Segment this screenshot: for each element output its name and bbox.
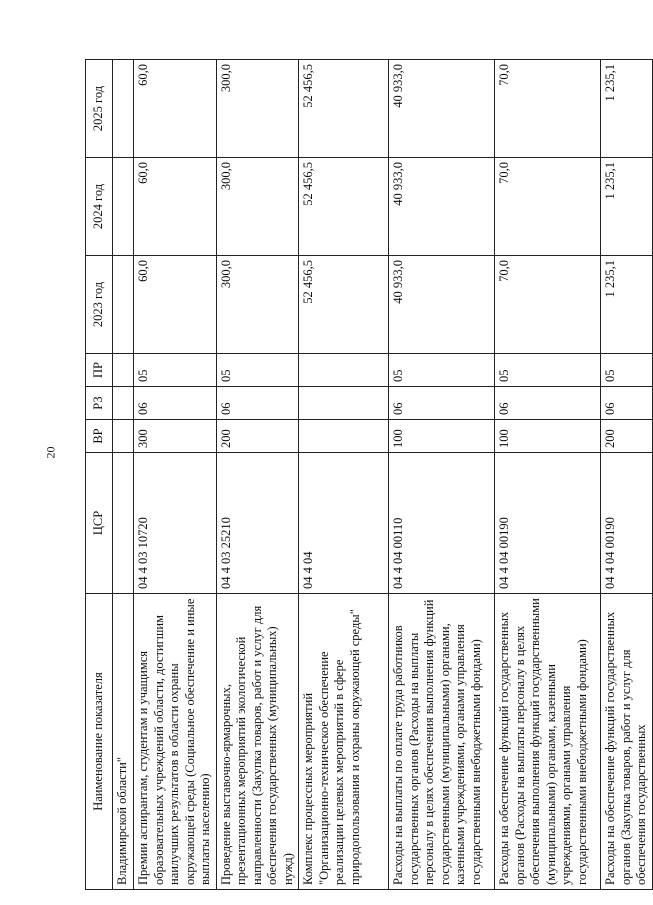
cell-vr [299,420,389,453]
cell-rz: 06 [495,387,601,420]
cell-csr: 04 4 03 25210 [216,453,299,594]
cell-name: Расходы на выплаты по оплате труда работников государственных органов (Расходы на выплаты персоналу в целях обеспечения выполнения функций государственными (муниципальными) органами, казенными учреждениями, органами управления государственными внебюджетными фондами) [389,594,495,890]
cell-vr: 200 [216,420,299,453]
header-pr: ПР [86,354,113,387]
table-row [134,60,217,890]
header-2025: 2025 год [86,60,113,158]
cell-csr: 04 4 04 00190 [601,453,653,594]
table-row [601,60,653,890]
cell-2023: 40 933,0 [389,256,495,354]
cell-pr: 05 [134,354,217,387]
cell-2023: 60,0 [134,256,217,354]
cell-2025: 70,0 [495,60,601,158]
cell-rz: 06 [134,387,217,420]
header-2023: 2023 год [86,256,113,354]
cell-2024: 52 456,5 [299,158,389,256]
cell-pr: 05 [389,354,495,387]
table-row [216,60,299,890]
cell-rz: 06 [601,387,653,420]
cell-2025: 1 235,1 [601,60,653,158]
header-csr: ЦСР [86,453,113,594]
cell-csr: 04 4 04 00190 [495,453,601,594]
cell-pr: 05 [216,354,299,387]
cell-2023: 70,0 [495,256,601,354]
cell-2024: 70,0 [495,158,601,256]
cell-2024: 60,0 [134,158,217,256]
cell-2024: 1 235,1 [601,158,653,256]
cell-2025: 40 933,0 [389,60,495,158]
cell-rz [299,387,389,420]
cell-name: Премии аспирантам, студентам и учащимся образовательных учреждений области, достигшим наилучших результатов в области охраны окружающей среды (Социальное обеспечение и иные выплаты населению) [134,594,217,890]
table-row [495,60,601,890]
cell-rz: 06 [389,387,495,420]
cell-rz: 06 [216,387,299,420]
cell-pr [299,354,389,387]
cell-pr: 05 [495,354,601,387]
budget-table [85,59,653,890]
table-row [299,60,389,890]
table-header-row [86,60,113,890]
cell-2025: 52 456,5 [299,60,389,158]
cell-2024: 300,0 [216,158,299,256]
cell-2023: 1 235,1 [601,256,653,354]
table-row [113,60,134,890]
header-name: Наименование показателя [86,594,113,890]
header-2024: 2024 год [86,158,113,256]
cell-name: Расходы на обеспечение функций государственных органов (Расходы на выплаты персоналу в целях обеспечения выполнения функций государственными (муниципальными) органами, казенными учреждениями, органами управления государственными внебюджетными фондами) [495,594,601,890]
cell-2023: 300,0 [216,256,299,354]
table-row [389,60,495,890]
page-number: 20 [43,446,58,459]
cell-pr: 05 [601,354,653,387]
cell-name: Проведение выставочно-ярмарочных, презентационных мероприятий экологической направленности (Закупка товаров, работ и услуг для обеспечения государственных (муниципальных) нужд) [216,594,299,890]
cell-2025: 300,0 [216,60,299,158]
cell-csr: 04 4 04 [299,453,389,594]
cell-csr: 04 4 04 00110 [389,453,495,594]
cell-vr: 100 [495,420,601,453]
rotated-page [85,60,648,890]
continuation-text: Владимирской области" [113,594,134,890]
cell-2023: 52 456,5 [299,256,389,354]
cell-name: Комплекс процессных мероприятий "Организационно-техническое обеспечение реализации целевых мероприятий в сфере природопользования и охраны окружающей среды" [299,594,389,890]
cell-vr: 200 [601,420,653,453]
header-vr: ВР [86,420,113,453]
cell-name: Расходы на обеспечение функций государственных органов (Закупка товаров, работ и услуг для обеспечения государственных [601,594,653,890]
cell-vr: 300 [134,420,217,453]
header-rz: РЗ [86,387,113,420]
cell-2024: 40 933,0 [389,158,495,256]
cell-2025: 60,0 [134,60,217,158]
cell-vr: 100 [389,420,495,453]
cell-csr: 04 4 03 10720 [134,453,217,594]
